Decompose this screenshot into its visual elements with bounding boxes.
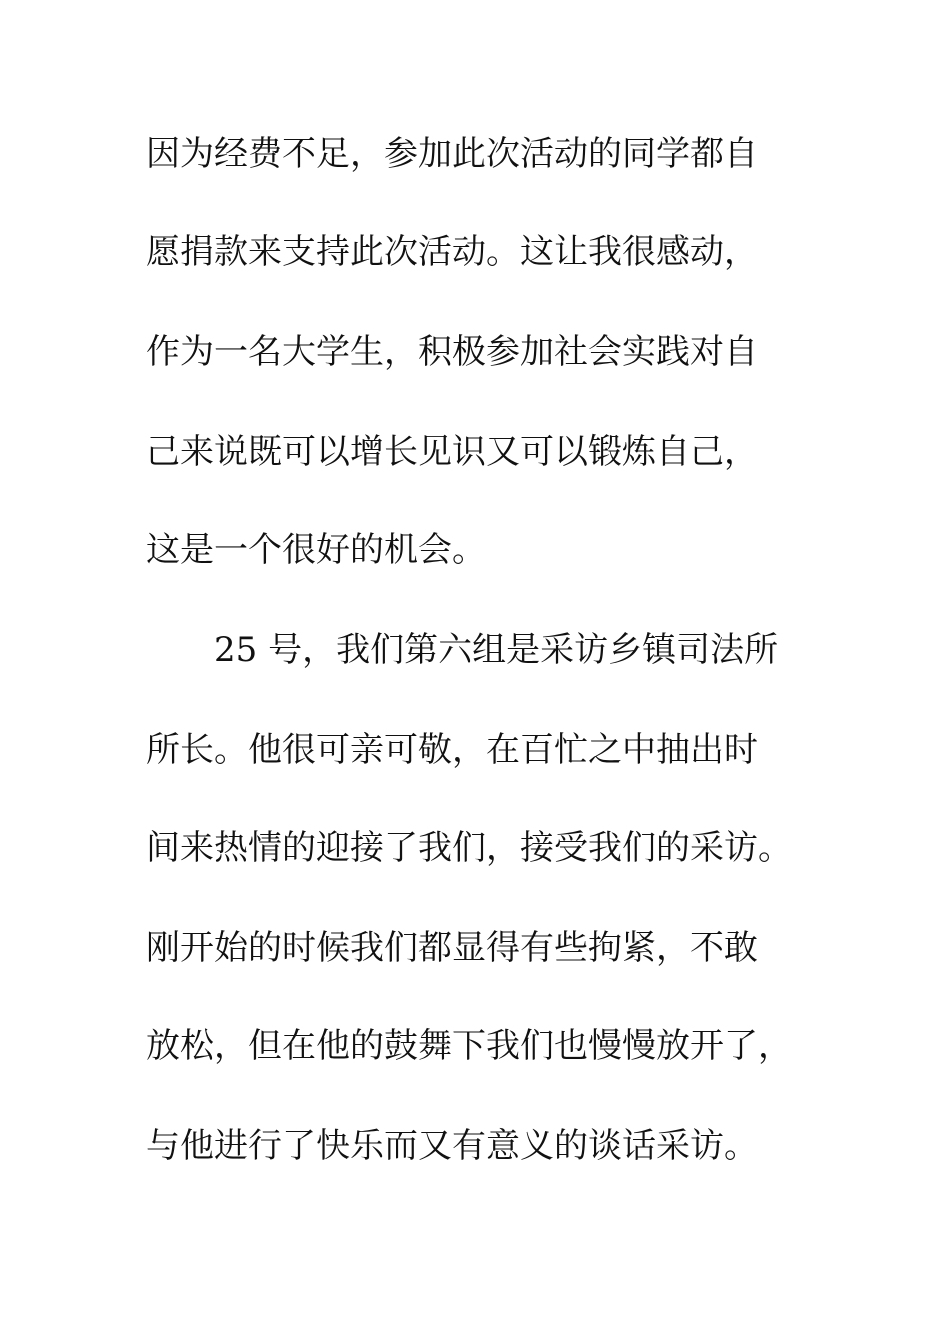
text-line: 所长。他很可亲可敬，在百忙之中抽出时 <box>146 730 758 770</box>
text-line: 间来热情的迎接了我们，接受我们的采访。 <box>146 828 792 868</box>
text-line: 这是一个很好的机会。 <box>146 530 486 570</box>
text-line: 放松，但在他的鼓舞下我们也慢慢放开了， <box>146 1026 792 1066</box>
text-line: 己来说既可以增长见识又可以锻炼自己， <box>146 432 758 472</box>
text-line: 与他进行了快乐而又有意义的谈话采访。 <box>146 1126 758 1166</box>
text-line: 作为一名大学生，积极参加社会实践对自 <box>146 332 758 372</box>
paragraph-first-line: 25 号，我们第六组是采访乡镇司法所 <box>214 630 779 670</box>
text-line: 刚开始的时候我们都显得有些拘紧，不敢 <box>146 928 758 968</box>
text-line: 因为经费不足，参加此次活动的同学都自 <box>146 134 758 174</box>
text-line: 愿捐款来支持此次活动。这让我很感动， <box>146 232 758 272</box>
